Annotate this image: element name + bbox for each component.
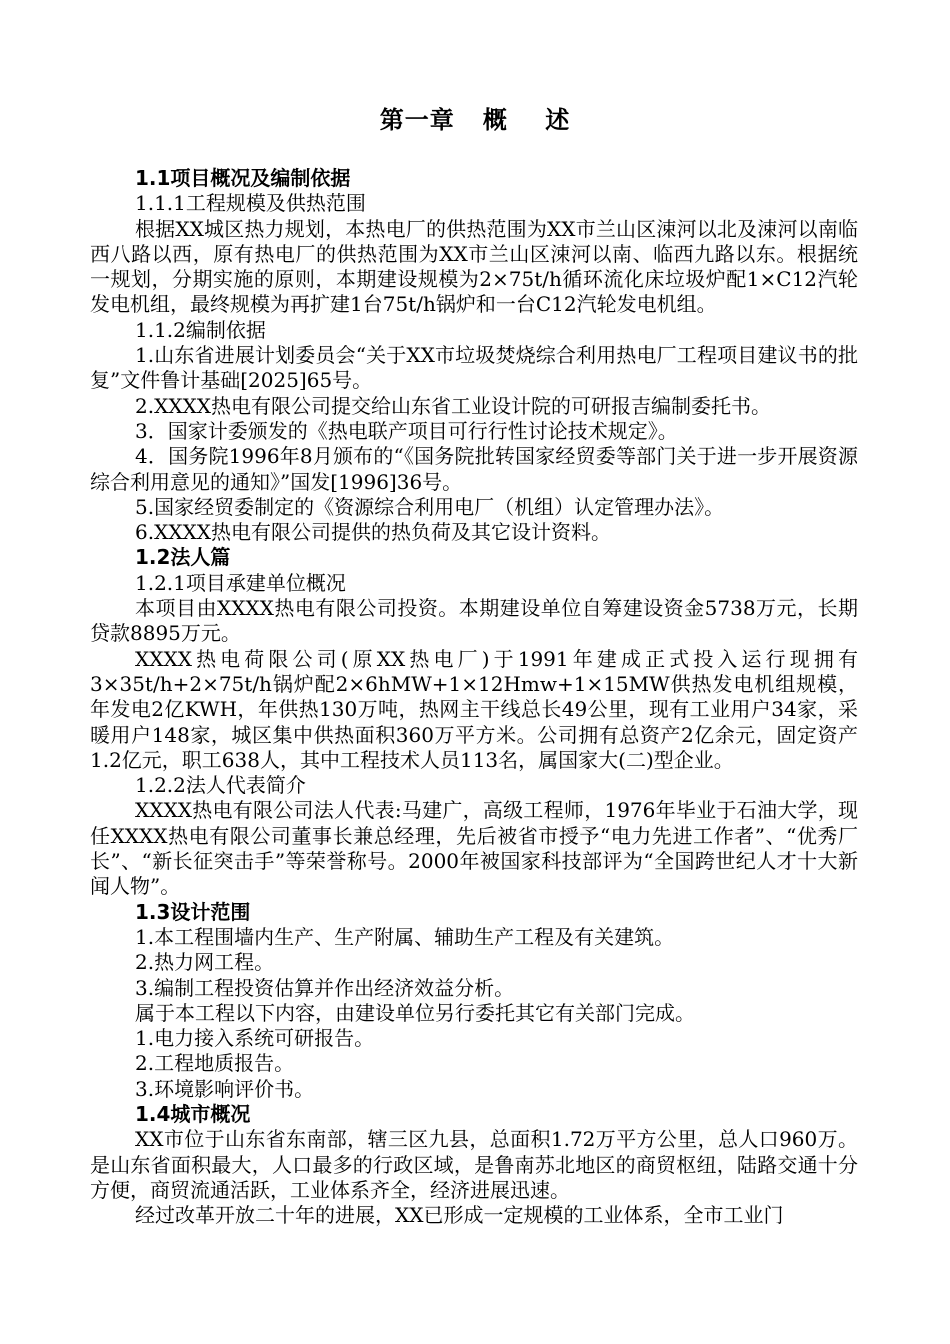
section-heading-1-4: 1.4城市概况 <box>135 1101 251 1126</box>
paragraph: XXXX热电荷限公司(原XX热电厂)于1991年建成正式投入运行现拥有3×35t/h+2×75t/h锅炉配2×6hMW+1×12Hmw+1×15MW供热发电机组规模，年发电2亿KWH，年供热130万吨，热网主干线总长49公里，现有工业用户34家，采暖用户148家，城区集中供热面积360万平方米。公司拥有总资产2亿余元，固定资产1.2亿元，职工638人，其中工程技术人员113名，属国家大(二)型企业。 <box>90 646 858 772</box>
list-item: 1.本工程围墙内生产、生产附属、辅助生产工程及有关建筑。 <box>135 924 675 949</box>
list-item: 3.编制工程投资估算并作出经济效益分析。 <box>135 975 515 1000</box>
list-item: 4．国务院1996年8月颁布的“《国务院批转国家经贸委等部门关于进一步开展资源综合利用意见的通知》”国发[1996]36号。 <box>90 444 858 494</box>
list-item: 6.XXXX热电有限公司提供的热负荷及其它设计资料。 <box>135 520 612 545</box>
section-heading-1-1: 1.1项目概况及编制依据 <box>135 166 351 190</box>
list-item: 2.工程地质报告。 <box>135 1051 295 1076</box>
list-item: 3．国家计委颁发的《热电联产项目可行行性讨论技术规定》。 <box>135 418 678 443</box>
section-heading-1-3: 1.3设计范围 <box>135 899 251 924</box>
subsection-heading-1-1-1: 1.1.1工程规模及供热范围 <box>135 191 366 216</box>
paragraph: XXXX热电有限公司法人代表:马建广，高级工程师，1976年毕业于石油大学，现任XXXX热电有限公司董事长兼总经理，先后被省市授予“电力先进工作者”、“优秀厂长”、“新长征突击手”等荣誉称号。2000年被国家科技部评为“全国跨世纪人才十大新闻人物”。 <box>90 798 858 899</box>
subsection-heading-1-2-1: 1.2.1项目承建单位概况 <box>135 570 346 595</box>
paragraph: XX市位于山东省东南部，辖三区九县，总面积1.72万平方公里，总人口960万。是山东省面积最大，人口最多的行政区域，是鲁南苏北地区的商贸枢纽，陆路交通十分方便，商贸流通活跃，工业体系齐全，经济进展迅速。 <box>90 1127 858 1202</box>
paragraph: 经过改革开放二十年的进展，XX已形成一定规模的工业体系，全市工业门 <box>135 1203 784 1228</box>
section-heading-1-2: 1.2法人篇 <box>135 545 231 570</box>
list-item: 1.电力接入系统可研报告。 <box>135 1026 375 1051</box>
document-body <box>90 166 858 1228</box>
list-item: 属于本工程以下内容，由建设单位另行委托其它有关部门完成。 <box>135 1000 695 1025</box>
list-item: 1.山东省进展计划委员会“关于XX市垃圾焚烧综合利用热电厂工程项目建议书的批复”文件鲁计基础[2025]65号。 <box>90 343 858 393</box>
subsection-heading-1-1-2: 1.1.2编制依据 <box>135 317 266 342</box>
subsection-heading-1-2-2: 1.2.2法人代表简介 <box>135 773 306 798</box>
list-item: 2.XXXX热电有限公司提交给山东省工业设计院的可研报吉编制委托书。 <box>135 393 772 418</box>
paragraph: 根据XX城区热力规划，本热电厂的供热范围为XX市兰山区涑河以北及涑河以南临西八路以西，原有热电厂的供热范围为XX市兰山区涑河以南、临西九路以东。根据统一规划，分期实施的原则，本期建设规模为2×75t/h循环流化床垃圾炉配1×C12汽轮发电机组，最终规模为再扩建1台75t/h锅炉和一台C12汽轮发电机组。 <box>90 216 858 317</box>
list-item: 2.热力网工程。 <box>135 950 275 975</box>
paragraph: 本项目由XXXX热电有限公司投资。本期建设单位自筹建设资金5738万元，长期贷款8895万元。 <box>90 596 858 646</box>
chapter-title: 第一章 概 述 <box>379 106 571 134</box>
list-item: 3.环境影响评价书。 <box>135 1076 315 1101</box>
list-item: 5.国家经贸委制定的《资源综合利用电厂（机组）认定管理办法》。 <box>135 494 725 519</box>
